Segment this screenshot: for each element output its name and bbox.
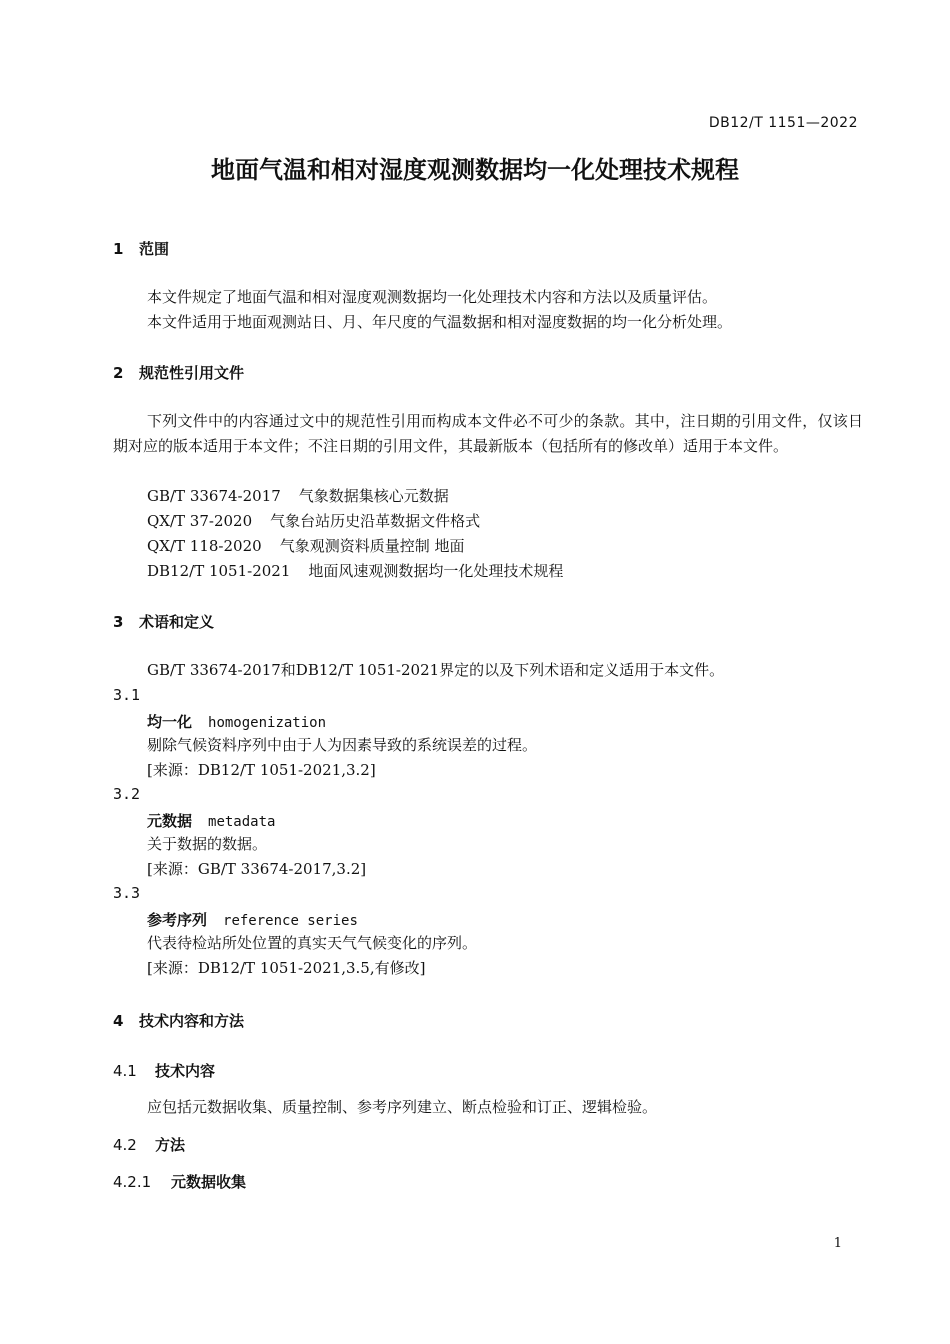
term-english: homogenization [208,715,327,731]
term-source: [来源：DB12/T 1051-2021,3.5,有修改] [147,959,426,977]
term-entry [147,909,358,930]
section-title: 术语和定义 [139,613,215,631]
section-title: 规范性引用文件 [139,364,245,382]
reference-item [147,559,563,584]
section-3-heading [113,611,214,632]
subsection-number: 4.2 [113,1136,137,1154]
subsection-title: 技术内容 [155,1062,216,1080]
term-english: reference series [223,913,358,929]
term-english: metadata [208,814,276,830]
term-definition: 关于数据的数据。 [147,835,268,853]
page-number: 1 [833,1236,842,1251]
term-entry [147,810,275,831]
clause-number: 3.1 [113,686,141,704]
subsection-number: 4.2.1 [113,1173,152,1191]
clause-number: 3.2 [113,785,141,803]
term-source: [来源：GB/T 33674-2017,3.2] [147,860,367,878]
term-entry [147,711,326,732]
technical-content-text: 应包括元数据收集、质量控制、参考序列建立、断点检验和订正、逻辑检验。 [147,1098,658,1116]
section-1-heading [113,238,169,259]
document-title: 地面气温和相对湿度观测数据均一化处理技术规程 [211,156,739,184]
subsection-4-1-heading [113,1060,215,1081]
reference-code: GB/T 33674-2017 [147,487,281,505]
subsection-title: 方法 [155,1136,186,1154]
normative-references-intro: 下列文件中的内容通过文中的规范性引用而构成本文件必不可少的条款。其中，注日期的引用文件，仅该日期对应的版本适用于本文件；不注日期的引用文件，其最新版本（包括所有的修改单）适用于本文件。 [113,412,863,455]
reference-item [147,509,480,534]
term-definition: 代表待检站所处位置的真实天气气候变化的序列。 [147,934,478,952]
scope-paragraph-2: 本文件适用于地面观测站日、月、年尺度的气温数据和相对湿度数据的均一化分析处理。 [147,313,733,331]
term-chinese: 均一化 [147,713,193,731]
standard-code: DB12/T 1151—2022 [708,115,858,131]
section-number: 2 [113,364,124,382]
reference-code: DB12/T 1051-2021 [147,562,291,580]
term-chinese: 元数据 [147,812,193,830]
subsection-4-2-heading [113,1134,185,1155]
reference-name: 地面风速观测数据均一化处理技术规程 [308,562,564,580]
subsection-number: 4.1 [113,1062,137,1080]
section-4-heading [113,1010,244,1031]
section-2-heading [113,362,244,383]
reference-code: QX/T 118-2020 [147,537,262,555]
terms-intro: GB/T 33674-2017和DB12/T 1051-2021界定的以及下列术语和定义适用于本文件。 [147,661,725,679]
reference-name: 气象数据集核心元数据 [298,487,449,505]
clause-number: 3.3 [113,884,141,902]
section-title: 技术内容和方法 [139,1012,245,1030]
term-source: [来源：DB12/T 1051-2021,3.2] [147,761,376,779]
section-number: 3 [113,613,124,631]
reference-name: 气象观测资料质量控制 地面 [279,537,465,555]
subsection-title: 元数据收集 [171,1173,247,1191]
section-number: 1 [113,240,124,258]
section-title: 范围 [139,240,170,258]
term-definition: 剔除气候资料序列中由于人为因素导致的系统误差的过程。 [147,736,538,754]
term-chinese: 参考序列 [147,911,208,929]
reference-item [147,534,464,559]
scope-paragraph-1: 本文件规定了地面气温和相对湿度观测数据均一化处理技术内容和方法以及质量评估。 [147,288,718,306]
reference-item [147,484,449,509]
reference-code: QX/T 37-2020 [147,512,253,530]
reference-name: 气象台站历史沿革数据文件格式 [270,512,481,530]
subsection-4-2-1-heading [113,1171,246,1192]
section-number: 4 [113,1012,124,1030]
